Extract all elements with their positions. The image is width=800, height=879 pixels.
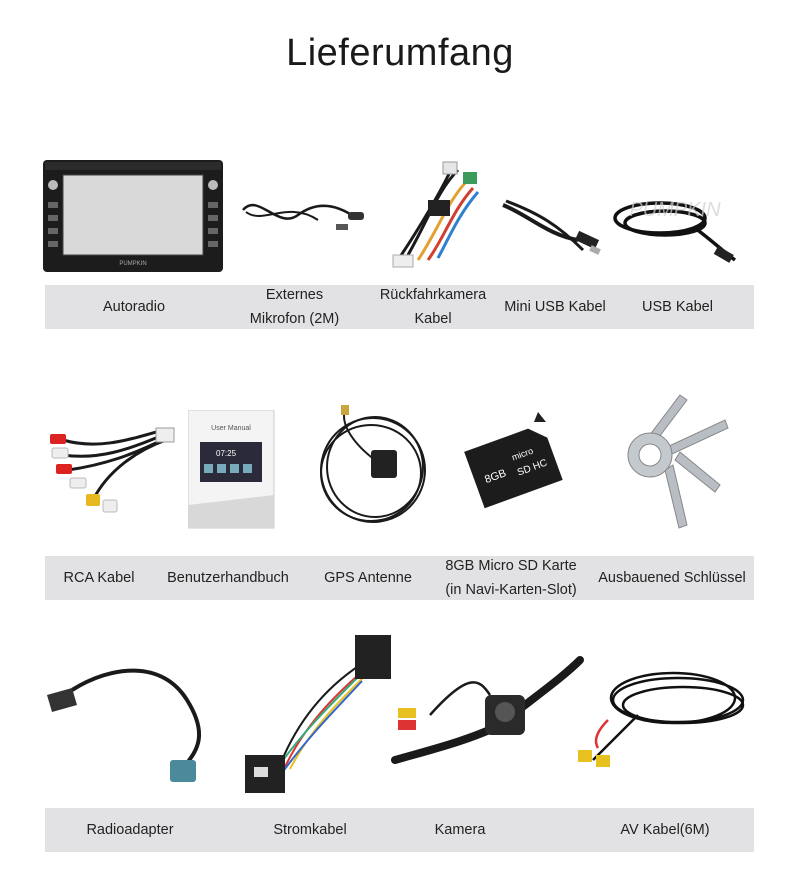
manual-title-text: User Manual [211,425,251,432]
mini-usb-cable-image [498,195,608,265]
radio-adapter-image [42,660,207,790]
sd-type-text: SD HC [515,457,549,479]
label-mini-usb-kabel: Mini USB Kabel [504,299,606,315]
row3-images [0,620,800,800]
power-cable-image [240,625,400,800]
brand-watermark-text: PUMPKIN [629,199,721,221]
user-manual-image [188,410,276,530]
row2-images [0,385,800,545]
label-stromkabel: Stromkabel [273,822,347,838]
usb-cable-image [605,188,745,268]
gps-antenna-image [315,405,435,530]
sd-card-image [458,410,573,510]
sd-capacity-text: 8GB [483,467,508,487]
rca-cable-image [48,420,178,520]
manual-time-text: 07:25 [216,449,237,458]
microphone-image [238,190,368,240]
label-autoradio: Autoradio [102,299,166,315]
autoradio-image [43,160,223,272]
label-rca-kabel: RCA Kabel [63,570,135,586]
camera-image [390,640,590,780]
page-title: Lieferumfang [286,32,514,74]
removal-key-image [615,390,735,535]
label-kamera: Kamera [434,822,486,838]
row1-images [0,150,800,280]
label-externes-mikrofon: Externes Mikrofon (2M) [249,287,340,327]
label-sd-karte: 8GB Micro SD Karte (in Navi-Karten-Slot) [445,558,577,598]
sd-brand-text: micro [510,445,535,463]
av-cable-image [568,660,753,780]
label-usb-kabel: USB Kabel [642,299,713,315]
brand-text: PUMPKIN [119,261,147,267]
label-av-kabel: AV Kabel(6M) [620,822,710,838]
row1-label-bar [45,285,754,329]
label-benutzerhandbuch: Benutzerhandbuch [167,570,289,586]
reverse-camera-cable-image [388,160,488,270]
row2-label-bar [45,556,754,600]
label-ausbauened-schluessel: Ausbauened Schlüssel [598,570,746,586]
label-radioadapter: Radioadapter [86,822,174,838]
label-rueckfahrkamera-kabel: Rückfahrkamera Kabel [379,287,487,327]
label-gps-antenne: GPS Antenne [324,570,412,586]
row3-label-bar [45,808,754,852]
